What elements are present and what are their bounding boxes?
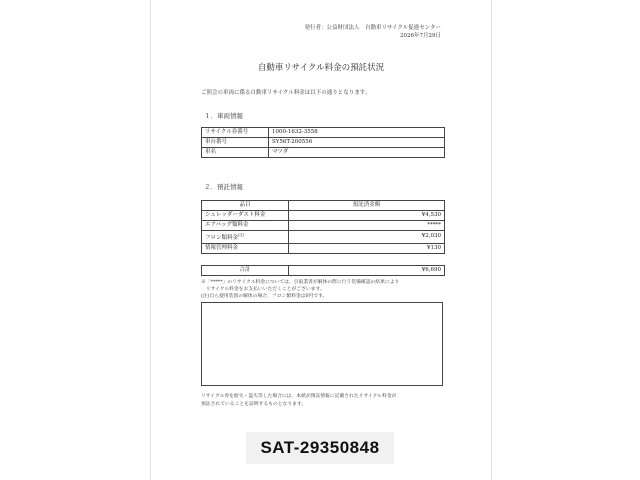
total-table xyxy=(201,265,445,276)
vehicle-value: 1000-1632-3558 xyxy=(269,128,445,138)
note-line: (注)自ら使用装置の解体の場合、フロン類料金は0円です。 xyxy=(201,294,328,299)
fee-note-mark: (注) xyxy=(238,233,245,237)
footer-line: リサイクル券を紛失・盗失等した場合には、本紙が預託情報に記載されたリサイクル料金が xyxy=(201,394,397,399)
table-row xyxy=(202,243,445,253)
table-row xyxy=(202,211,445,221)
fee-value: ¥4,530 xyxy=(289,211,445,221)
table-header-row xyxy=(202,201,445,211)
section-vehicle-heading: １．車両情報 xyxy=(204,112,243,120)
document-page xyxy=(150,0,492,480)
vehicle-label: リサイクル券番号 xyxy=(202,128,269,138)
column-header-amount: 預託済金額 xyxy=(289,201,445,211)
vehicle-table xyxy=(201,127,445,158)
vehicle-value: SY56T-200556 xyxy=(269,138,445,148)
fee-label-cell xyxy=(202,231,289,244)
issue-date: 2026年7月29日 xyxy=(400,33,441,39)
fee-value: ***** xyxy=(289,221,445,231)
fee-value: ¥130 xyxy=(289,243,445,253)
table-row xyxy=(202,266,445,276)
reference-code: SAT-29350848 xyxy=(246,432,394,464)
vehicle-label: 車名 xyxy=(202,148,269,158)
section-deposit-heading: ２．預託情報 xyxy=(204,183,243,191)
vehicle-label: 車台番号 xyxy=(202,138,269,148)
intro-text: ご照会の車両に係る自動車リサイクル料金は以下の通りとなります。 xyxy=(201,90,371,96)
remarks-box xyxy=(201,302,443,386)
notes-block xyxy=(201,279,451,300)
total-value: ¥6,690 xyxy=(289,266,445,276)
column-header-item: 品目 xyxy=(202,201,289,211)
fee-label: フロン類料金 xyxy=(205,234,239,241)
issuer-block xyxy=(304,24,441,40)
table-row xyxy=(202,138,445,148)
document-title: 自動車リサイクル料金の預託状況 xyxy=(257,63,385,73)
fee-value: ¥2,030 xyxy=(289,231,445,244)
note-line: ※「*****」のリサイクル料金については、引取業者が解体の際に行う装備確認の結果により xyxy=(201,280,400,285)
fee-label: シュレッダーダスト料金 xyxy=(202,211,289,221)
footer-line: 預託されていることを証明するものとなります。 xyxy=(201,401,307,407)
vehicle-value: マツダ xyxy=(269,148,445,158)
table-row xyxy=(202,148,445,158)
fees-table xyxy=(201,200,445,254)
fee-label: エアバッグ類料金 xyxy=(202,221,289,231)
note-line: リサイクル料金をお支払いいただくことがございます。 xyxy=(201,287,325,292)
total-label: 合計 xyxy=(202,266,289,276)
table-row xyxy=(202,231,445,244)
issuer-name: 発行者：公益財団法人 自動車リサイクル促進センター xyxy=(304,25,441,31)
table-row xyxy=(202,128,445,138)
fee-label: 情報管理料金 xyxy=(202,243,289,253)
table-row xyxy=(202,221,445,231)
footer-note xyxy=(201,393,451,408)
